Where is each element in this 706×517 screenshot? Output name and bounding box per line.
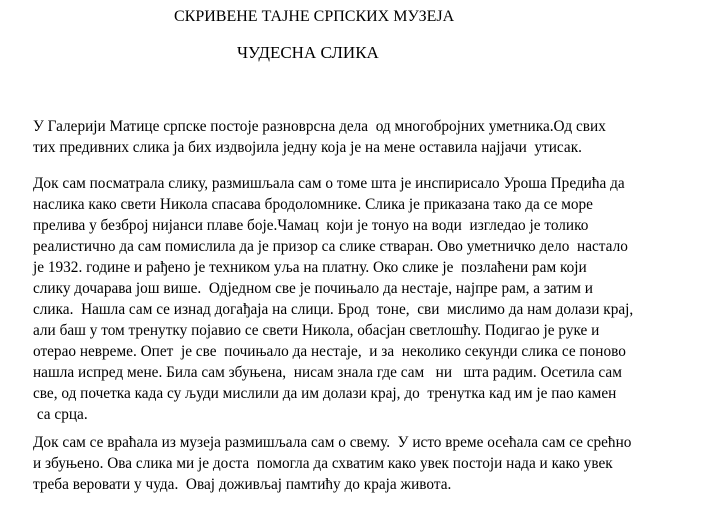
paragraph-line: али баш у том тренутку појавио се свети Никола, обасјан светлошћу. Подигао је руке и [33,322,600,339]
paragraph-line: са срца. [33,406,88,423]
paragraph-line: У Галерији Матице српске постоје разноврсна дела од многобројних уметника.Од свих [33,118,606,135]
paragraph-line: и збуњено. Ова слика ми је доста помогла да схватим како увек постоји нада и како увек [33,455,613,472]
paragraph-line: треба веровати у чуда. Овај доживљај памтићу до краја живота. [33,476,452,493]
paragraph-line: наслика како свети Никола спасава бродоломнике. Слика је приказана тако да се море [33,196,593,213]
paragraph-line: нашла испред мене. Била сам збуњена, нисам знала где сам ни шта радим. Осетила сам [33,364,622,381]
paragraph-1 [33,116,703,158]
paragraph-line: све, од почетка када су људи мислили да им долази крај, до тренутка кад им је пао камен [33,385,617,402]
paragraph-line: слику дочарава још више. Одједном све је почињало да нестаје, најпре рам, а затим и [33,280,593,297]
paragraph-line: отерао невреме. Опет је све почињало да нестаје, и за неколико секунди слика се поново [33,343,626,360]
paragraph-3 [33,432,703,495]
paragraph-2 [33,173,703,425]
paragraph-line: Док сам посматрала слику, размишљала сам о томе шта је инспирисало Уроша Предића да [33,175,625,192]
paragraph-line: тих предивних слика ја бих издвојила једну која је на мене оставила најјачи утисак. [33,139,582,156]
paragraph-line: прелива у безброј нијанси плаве боје.Чамац који је тонуо на води изгледао је толико [33,217,589,234]
paragraph-line: Док сам се враћала из музеја размишљала сам о свему. У исто време осећала сам се срећно [33,434,632,451]
paragraph-line: је 1932. године и рађено је техником уља на платну. Око слике је позлаћени рам који [33,259,587,276]
document-header: СКРИВЕНЕ ТАЈНЕ СРПСКИХ МУЗЕЈА [174,8,455,25]
document-title: ЧУДЕСНА СЛИКА [237,43,379,62]
paragraph-line: слика. Нашла сам се изнад догађаја на слици. Брод тоне, сви мислимо да нам долази крај, [33,301,634,318]
paragraph-line: реалистично да сам помислила да је призор са слике стваран. Ово уметничко дело настало [33,238,628,255]
